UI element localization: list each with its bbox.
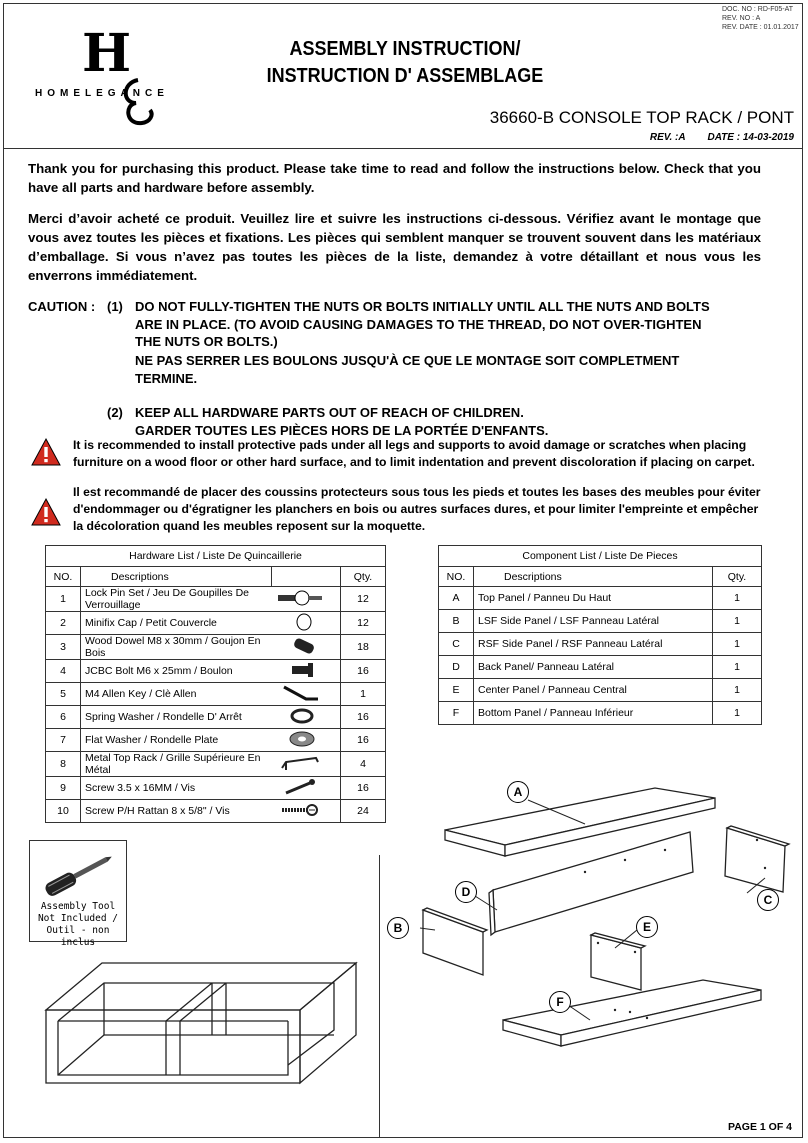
- warning-icon: [30, 497, 62, 527]
- header-divider: [3, 148, 803, 149]
- row-qty: 12: [341, 612, 386, 635]
- row-desc: RSF Side Panel / RSF Panneau Latéral: [474, 633, 713, 656]
- logo-letter: H: [82, 23, 132, 84]
- component-col-desc: Descriptions: [474, 567, 713, 587]
- table-row: [46, 660, 386, 683]
- intro-fr: Merci d’avoir acheté ce produit. Veuillez lire et suivre les instructions ci-dessous. Vérifiez avant le montage que vous avez toutes les pièces et fixations. Les pièces qui semblent manquer se trouvent souvent dans les matériaux d’emballage. Si vous n’avez pas toutes les pièces de la liste, demandez à votre détaillant et nous vous les enverrons immédiatement.: [28, 211, 761, 283]
- row-desc: Metal Top Rack / Grille Supérieure En Métal: [81, 752, 272, 777]
- assembly-tool-text: [30, 901, 126, 949]
- row-no: C: [439, 633, 474, 656]
- row-desc: Screw 3.5 x 16MM / Vis: [81, 777, 272, 800]
- table-row: [439, 610, 762, 633]
- doc-no: DOC. NO : RD-F05-AT: [722, 6, 794, 13]
- row-qty: 24: [341, 800, 386, 823]
- intro-en: Thank you for purchasing this product. Please take time to read and follow the instructions below. Check that you have all parts and hardware before assembly.: [28, 161, 761, 195]
- row-no: 5: [46, 683, 81, 706]
- table-row: [439, 633, 762, 656]
- page-number: PAGE 1 OF 4: [728, 1121, 792, 1133]
- hardware-list-table: [45, 545, 386, 823]
- caution-item1-en-1: DO NOT FULLY-TIGHTEN THE NUTS OR BOLTS INITIALLY UNTIL ALL THE NUTS AND BOLTS: [135, 299, 710, 314]
- component-list-table: [438, 545, 762, 725]
- row-qty: 1: [713, 702, 762, 725]
- hardware-col-no: NO.: [46, 567, 81, 587]
- row-no: 6: [46, 706, 81, 729]
- caution-item1-num: (1): [107, 299, 123, 314]
- caution-item1-fr-2: TERMINE.: [135, 371, 198, 386]
- warning-icon: [30, 437, 62, 467]
- part-label-b: B: [387, 917, 409, 939]
- row-qty: 1: [713, 656, 762, 679]
- row-no: 4: [46, 660, 81, 683]
- logo: [30, 23, 190, 120]
- row-qty: 1: [713, 610, 762, 633]
- title-line1: ASSEMBLY INSTRUCTION/: [289, 38, 521, 60]
- row-qty: 1: [713, 633, 762, 656]
- part-label-c: C: [757, 889, 779, 911]
- caution-item1-fr-1: NE PAS SERRER LES BOULONS JUSQU'À CE QUE LE MONTAGE SOIT COMPLETMENT: [135, 353, 680, 368]
- hardware-col-qty: Qty.: [341, 567, 386, 587]
- caution-item2-en: KEEP ALL HARDWARE PARTS OUT OF REACH OF CHILDREN.: [135, 405, 524, 420]
- hardware-col-desc: Descriptions: [81, 567, 272, 587]
- wood-dowel-icon: [272, 635, 341, 660]
- row-no: 1: [46, 587, 81, 612]
- row-qty: 12: [341, 587, 386, 612]
- table-row: [46, 729, 386, 752]
- warning-en: It is recommended to install protective pads under all legs and supports to avoid damage or scratches when placing furniture on a wood floor or other hard surface, and to limit indentation and prevent discoloration if placing on carpet.: [73, 438, 755, 469]
- table-row: [46, 587, 386, 612]
- rattan-screw-icon: [272, 800, 341, 823]
- row-no: F: [439, 702, 474, 725]
- spring-washer-icon: [272, 706, 341, 729]
- row-qty: 16: [341, 729, 386, 752]
- hardware-col-icon: [272, 567, 341, 587]
- rev-date: REV. DATE : 01.01.2017: [722, 24, 799, 31]
- table-row: [46, 612, 386, 635]
- table-row: [46, 635, 386, 660]
- row-no: B: [439, 610, 474, 633]
- minifix-cap-icon: [272, 612, 341, 635]
- row-qty: 1: [713, 679, 762, 702]
- row-no: 9: [46, 777, 81, 800]
- bolt-icon: [272, 660, 341, 683]
- row-no: E: [439, 679, 474, 702]
- assembled-console-drawing: [44, 955, 364, 1095]
- page-title: [257, 36, 554, 90]
- row-desc: Lock Pin Set / Jeu De Goupilles De Verrouillage: [81, 587, 272, 612]
- component-col-qty: Qty.: [713, 567, 762, 587]
- screw-icon: [272, 777, 341, 800]
- row-desc: JCBC Bolt M6 x 25mm / Boulon: [81, 660, 272, 683]
- caution-label: CAUTION :: [28, 299, 96, 314]
- row-desc: Top Panel / Panneu Du Haut: [474, 587, 713, 610]
- table-row: [439, 587, 762, 610]
- table-row: [46, 706, 386, 729]
- row-desc: LSF Side Panel / LSF Panneau Latéral: [474, 610, 713, 633]
- section-divider: [379, 855, 380, 1138]
- part-label-a: A: [507, 781, 529, 803]
- screwdriver-icon: [38, 849, 118, 899]
- table-row: [46, 752, 386, 777]
- row-qty: 4: [341, 752, 386, 777]
- table-row: [46, 777, 386, 800]
- row-desc: Back Panel/ Panneau Latéral: [474, 656, 713, 679]
- row-desc: Center Panel / Panneau Central: [474, 679, 713, 702]
- table-row: [46, 683, 386, 706]
- rev-no: REV. NO : A: [722, 15, 761, 22]
- row-no: 7: [46, 729, 81, 752]
- row-no: 8: [46, 752, 81, 777]
- part-label-f: F: [549, 991, 571, 1013]
- caution-item1-en-2: ARE IN PLACE. (TO AVOID CAUSING DAMAGES TO THE THREAD, DO NOT OVER-TIGHTEN: [135, 317, 702, 332]
- metal-rack-icon: [272, 752, 341, 777]
- row-desc: Screw P/H Rattan 8 x 5/8" / Vis: [81, 800, 272, 823]
- component-caption: Component List / Liste De Pieces: [439, 546, 762, 567]
- model-name: 36660-B CONSOLE TOP RACK / PONT: [489, 108, 794, 127]
- part-c-shape: [725, 828, 785, 892]
- lock-pin-icon: [272, 587, 341, 612]
- table-row: [439, 702, 762, 725]
- assembly-tool-box: [29, 840, 127, 948]
- row-qty: 18: [341, 635, 386, 660]
- tool-line2: Not Included /: [37, 913, 119, 924]
- logo-wordmark: HOMELEGANCE: [35, 88, 169, 99]
- part-label-e: E: [636, 916, 658, 938]
- row-no: A: [439, 587, 474, 610]
- part-label-d: D: [455, 881, 477, 903]
- row-qty: 1: [341, 683, 386, 706]
- row-no: D: [439, 656, 474, 679]
- row-desc: Spring Washer / Rondelle D' Arrêt: [81, 706, 272, 729]
- row-qty: 1: [713, 587, 762, 610]
- row-qty: 16: [341, 706, 386, 729]
- warning-fr: Il est recommandé de placer des coussins protecteurs sous tous les pieds et toutes les bases des meubles pour éviter d'endommager ou d'égratigner les planchers en bois ou autres surfaces dures, et pour limiter l'empreinte et empêcher la décoloration quand les meubles reposent sur la moquette.: [73, 485, 761, 533]
- row-desc: M4 Allen Key / Clè Allen: [81, 683, 272, 706]
- row-desc: Minifix Cap / Petit Couvercle: [81, 612, 272, 635]
- table-row: [46, 800, 386, 823]
- tool-line3: Outil - non inclus: [46, 925, 110, 948]
- row-desc: Bottom Panel / Panneau Inférieur: [474, 702, 713, 725]
- hardware-caption: Hardware List / Liste De Quincaillerie: [46, 546, 386, 567]
- component-col-no: NO.: [439, 567, 474, 587]
- title-line2: INSTRUCTION D' ASSEMBLAGE: [266, 65, 544, 87]
- caution-item2-fr: GARDER TOUTES LES PIÈCES HORS DE LA PORTÉE D'ENFANTS.: [135, 423, 549, 438]
- row-qty: 16: [341, 777, 386, 800]
- caution-item1-en-3: THE NUTS OR BOLTS.): [135, 334, 278, 349]
- row-no: 10: [46, 800, 81, 823]
- table-row: [439, 679, 762, 702]
- flat-washer-icon: [272, 729, 341, 752]
- logo-swash-icon: [120, 75, 160, 130]
- exploded-parts-drawing: [385, 780, 800, 1120]
- allen-key-icon: [272, 683, 341, 706]
- tool-line1: Assembly Tool: [40, 901, 116, 912]
- row-qty: 16: [341, 660, 386, 683]
- row-desc: Flat Washer / Rondelle Plate: [81, 729, 272, 752]
- caution-item2-num: (2): [107, 405, 123, 420]
- row-desc: Wood Dowel M8 x 30mm / Goujon En Bois: [81, 635, 272, 660]
- revision-date: REV. :A DATE : 14-03-2019: [649, 132, 794, 143]
- row-no: 3: [46, 635, 81, 660]
- table-row: [439, 656, 762, 679]
- row-no: 2: [46, 612, 81, 635]
- doc-info: [722, 5, 799, 32]
